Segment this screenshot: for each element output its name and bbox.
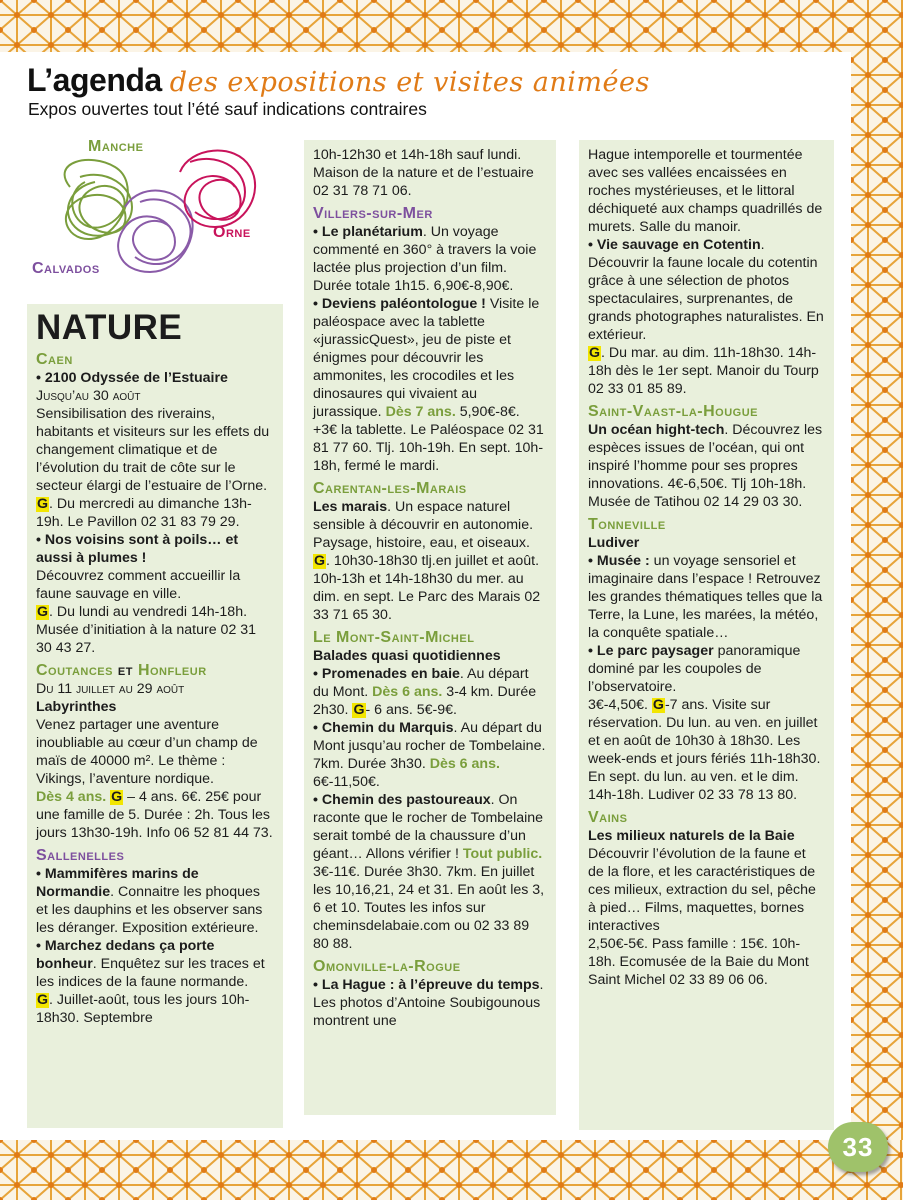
section-title-nature: NATURE — [36, 308, 183, 347]
town-tonneville: Tonneville — [588, 516, 666, 533]
event-entry: Un océan hight-tech. Découvrez les espèces issues de l’océan, qui ont inspiré l’homme pour ses propres innovations. 4€-6,50€. Tlj 10h-18h. Musée de Tatihou 02 14 29 03 30. — [588, 422, 823, 510]
event-entry: • Le planétarium. Un voyage commenté en 360° à travers la voie lactée plus projection d’un film. Durée totale 1h15. 6,90€-8,90€. — [313, 224, 537, 294]
event-info: G. Juillet-août, tous les jours 10h-18h30. Septembre — [36, 992, 250, 1026]
regions-illustration — [30, 132, 280, 282]
town-villers: Villers-sur-Mer — [313, 205, 433, 222]
event-description: Venez partager une aventure inoubliable au cœur d’un champ de maïs de 40000 m². Le thème : Vikings, l’aventure nordique. — [36, 717, 258, 787]
event-description: Sensibilisation des riverains, habitants et visiteurs sur les effets du changement climatique et de l’évolution du trait de côte sur le secteur élargi de l’estuaire de l’Orne. — [36, 406, 270, 494]
event-title: • Nos voisins sont à poils… et aussi à plumes ! — [36, 532, 239, 566]
event-dates: Du 11 juillet au 29 août — [36, 681, 185, 697]
town-caen: Caen — [36, 351, 73, 368]
event-entry: • Promenades en baie. Au départ du Mont. Dès 6 ans. 3-4 km. Durée 2h30. G- 6 ans. 5€-9€. — [313, 666, 537, 718]
decorative-border-bottom — [0, 1140, 903, 1200]
event-entry: Les marais. Un espace naturel sensible à découvrir en autonomie. Paysage, histoire, eau, et oiseaux. — [313, 499, 534, 551]
event-title: Ludiver — [588, 535, 640, 551]
town-sallenelles: Sallenelles — [36, 847, 125, 864]
event-info: Dès 4 ans. G – 4 ans. 6€. 25€ pour une famille de 5. Durée : 2h. Tous les jours 13h30-19h. Info 06 52 81 44 73. — [36, 789, 273, 841]
event-dates: Jusqu’au 30 août — [36, 388, 141, 404]
event-title: Balades quasi quotidiennes — [313, 648, 501, 664]
free-badge: G — [111, 789, 123, 805]
town-coutances-honfleur: Coutances et Honfleur — [36, 662, 207, 679]
event-entry: • Mammifères marins de Normandie. Connaitre les phoques et les dauphins et les observer sans les déranger. Exposition extérieure. — [36, 866, 263, 936]
region-label-calvados: Calvados — [32, 260, 100, 277]
event-info: G. Du lundi au vendredi 14h-18h. Musée d’initiation à la nature 02 31 30 43 27. — [36, 604, 257, 656]
column-2 — [304, 140, 556, 1115]
event-info: 3€-4,50€. G-7 ans. Visite sur réservation. Du lun. au ven. en juillet et en août de 10h30 à 18h30. Les week-ends et jours fériés 11h-18h30. En sept. du lun. au ven. et le dim. 14h-18h. Ludiver 02 33 78 13 80. — [588, 697, 821, 803]
event-info: G. Du mercredi au dimanche 13h-19h. Le Pavillon 02 31 83 79 29. — [36, 496, 252, 530]
free-badge: G — [353, 702, 365, 718]
decorative-border-right — [851, 0, 903, 1200]
event-description: Découvrez comment accueillir la faune sauvage en ville. — [36, 568, 241, 602]
page-title — [27, 62, 650, 99]
free-badge: G — [652, 697, 664, 713]
event-entry: • Vie sauvage en Cotentin. Découvrir la faune locale du cotentin grâce à une sélection de photos spectaculaires, surprenantes, de grands photographes naturalistes. En extérieur. — [588, 237, 824, 343]
event-entry: • Chemin des pastoureaux. On raconte que le rocher de Tombelaine serait tombé de la chaussure d’un géant… Allons vérifier ! Tout public. 3€-11€. Durée 3h30. 7km. En juillet les 10,16,21, 24 et 31. En août les 3, 6 et 10. Toutes les infos sur cheminsdelabaie.com ou 02 33 89 80 88. — [313, 792, 545, 952]
event-title: Les milieux naturels de la Baie — [588, 828, 795, 844]
title-script: des expositions et visites animées — [169, 67, 650, 98]
free-badge: G — [37, 604, 49, 620]
event-entry: • Chemin du Marquis. Au départ du Mont jusqu’au rocher de Tombelaine. 7km. Durée 3h30. Dès 6 ans. 6€-11,50€. — [313, 720, 546, 790]
column-1 — [27, 304, 283, 1128]
event-info: G. 10h30-18h30 tlj.en juillet et août. 10h-13h et 14h-18h30 du mer. au dim. en sept. Le Parc des Marais 02 33 71 65 30. — [313, 553, 541, 623]
event-entry: • Deviens paléontologue ! Visite le paléospace avec la tablette «jurassicQuest», jeu de piste et énigmes pour découvrir les ammonites, les crocodiles et les dinosaures qui vivaient au jurassique. Dès 7 ans. 5,90€-8€. +3€ la tablette. Le Paléospace 02 31 81 77 60. Tlj. 10h-19h. En sept. 10h-18h, fermé le mardi. — [313, 296, 544, 474]
event-entry: • Marchez dedans ça porte bonheur. Enquêtez sur les traces et les indices de la faune normande. — [36, 938, 265, 990]
title-main: L’agenda — [27, 62, 162, 98]
event-title: • 2100 Odyssée de l’Estuaire — [36, 370, 228, 386]
event-info: G. Du mar. au dim. 11h-18h30. 14h-18h dès le 1er sept. Manoir du Tourp 02 33 01 85 89. — [588, 345, 819, 397]
town-saint-vaast: Saint-Vaast-la-Hougue — [588, 403, 758, 420]
town-carentan: Carentan-les-Marais — [313, 480, 467, 497]
column-3 — [579, 140, 834, 1130]
town-vains: Vains — [588, 809, 628, 826]
page-subtitle: Expos ouvertes tout l’été sauf indications contraires — [28, 99, 427, 119]
event-info: 2,50€-5€. Pass famille : 15€. 10h-18h. Ecomusée de la Baie du Mont Saint Michel 02 33 89 06 06. — [588, 936, 809, 988]
town-omonville: Omonville-la-Rogue — [313, 958, 461, 975]
region-label-manche: Manche — [88, 138, 144, 155]
page-number: 33 — [828, 1122, 888, 1172]
region-label-orne: Orne — [213, 224, 251, 241]
event-title: Labyrinthes — [36, 699, 117, 715]
free-badge: G — [589, 345, 601, 361]
event-entry: • Musée : un voyage sensoriel et imaginaire dans l’espace ! Retrouvez les grandes thématiques telles que la Terre, la Lune, les marées, la météo, la conquête spatiale… — [588, 553, 823, 641]
decorative-border-top — [0, 0, 903, 52]
event-info: 10h-12h30 et 14h-18h sauf lundi. Maison de la nature et de l’estuaire 02 31 78 71 06. — [313, 147, 534, 199]
free-badge: G — [37, 992, 49, 1008]
event-description: Hague intemporelle et tourmentée avec ses vallées encaissées en roches mystérieuses, et le littoral déchiqueté aux champs quadrillés de murets. Salle du manoir. — [588, 147, 823, 235]
town-mont-saint-michel: Le Mont-Saint-Michel — [313, 629, 475, 646]
free-badge: G — [37, 496, 49, 512]
event-entry: • La Hague : à l’épreuve du temps. Les photos d’Antoine Soubigounous montrent une — [313, 977, 544, 1029]
event-entry: • Le parc paysager panoramique dominé par les coupoles de l’observatoire. — [588, 643, 801, 695]
free-badge: G — [314, 553, 326, 569]
event-description: Découvrir l’évolution de la faune et de la flore, et les caractéristiques de ces milieux, extraction du sel, pêche à pied… Films, maquettes, bornes interactives — [588, 846, 816, 934]
